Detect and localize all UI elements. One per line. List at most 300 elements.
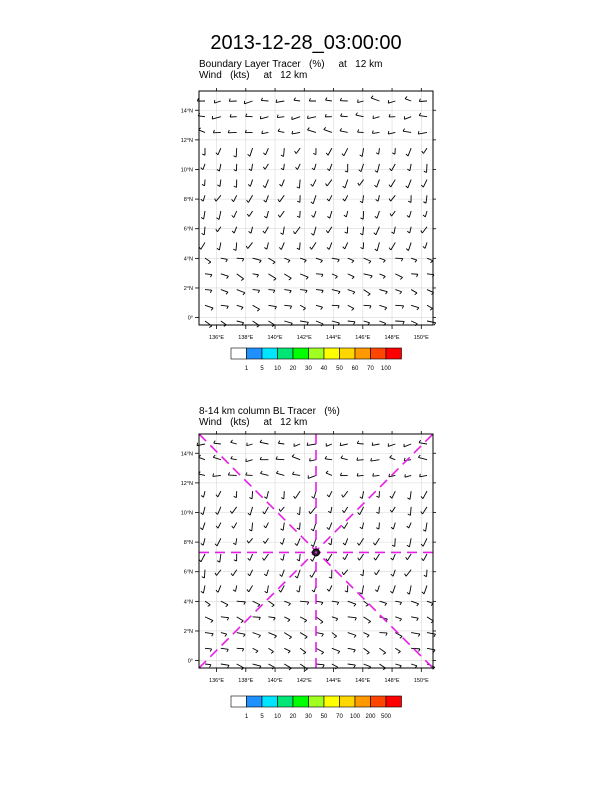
colorbar-box (371, 348, 387, 359)
wind-barb-flag (345, 232, 348, 233)
wind-barb (204, 227, 205, 235)
wind-barb (221, 633, 227, 635)
wind-barb (253, 305, 260, 309)
wind-barb (237, 274, 244, 279)
wind-barb-flag (263, 153, 265, 155)
colorbar-label: 20 (289, 714, 297, 720)
wind-barb-flag (307, 602, 308, 605)
wind-barb (197, 444, 205, 446)
wind-barb-flag (292, 131, 293, 134)
wind-barb (296, 148, 300, 153)
wind-barb-flag (407, 498, 410, 500)
wind-barb-flag (311, 184, 313, 186)
wind-barb-flag (297, 187, 300, 188)
wind-barb-flag (201, 199, 203, 201)
wind-barb (348, 274, 354, 277)
wind-barb (214, 101, 220, 103)
wind-barb (424, 585, 427, 593)
wind-barb-flag (368, 621, 370, 623)
wind-barb (329, 585, 332, 591)
wind-barb-flag (231, 456, 233, 459)
wind-barb-flag (263, 167, 265, 169)
wind-barb-flag (322, 274, 323, 277)
wind-barb (236, 148, 237, 157)
wind-barb-flag (288, 620, 290, 622)
wind-barb-flag (292, 472, 294, 475)
wind-barb-flag (389, 248, 391, 250)
wind-barb-flag (340, 128, 342, 130)
wind-barb-flag (247, 200, 249, 202)
colorbar-label: 100 (349, 714, 361, 720)
x-tick-label: 146°E (355, 335, 371, 341)
wind-barb-flag (247, 540, 248, 543)
wind-barb (277, 117, 284, 118)
x-tick-label: 148°E (384, 335, 400, 341)
wind-barb (268, 617, 275, 618)
wind-barb (203, 195, 205, 201)
y-tick-label: 6°N (183, 226, 193, 233)
wind-barb-flag (360, 201, 363, 203)
wind-barb-flag (230, 511, 232, 514)
wind-barb (356, 115, 364, 117)
wind-barb (233, 570, 237, 576)
wind-barb (292, 457, 300, 460)
wind-barb-flag (431, 261, 433, 263)
wind-barb-flag (264, 497, 266, 499)
wind-barb-flag (231, 573, 233, 575)
wind-barb-flag (304, 620, 306, 622)
wind-barb (403, 131, 411, 132)
wind-barb (237, 258, 244, 259)
wind-barb-flag (281, 498, 284, 499)
wind-barb-flag (419, 440, 421, 443)
wind-barb (373, 117, 379, 119)
wind-barb-flag (367, 653, 370, 655)
wind-barb-flag (373, 543, 375, 545)
wind-barb-flag (202, 577, 205, 578)
wind-barb-flag (392, 153, 395, 154)
wind-barb (316, 664, 324, 665)
wind-barb-flag (306, 290, 307, 293)
wind-barb (314, 164, 316, 170)
wind-barb (395, 538, 396, 546)
wind-barb (218, 585, 221, 592)
wind-barb (314, 227, 316, 236)
wind-barb (343, 491, 348, 497)
wind-barb-flag (390, 214, 392, 217)
y-tick-label: 10°N (180, 510, 193, 517)
wind-barb-flag (386, 292, 388, 294)
wind-barb (425, 211, 427, 217)
wind-barb (203, 507, 205, 515)
wind-barb-flag (418, 634, 420, 637)
wind-barb-flag (264, 247, 266, 249)
wind-barb (372, 132, 379, 133)
wind-barb (423, 180, 427, 188)
wind-barb (205, 648, 212, 649)
wind-barb (218, 148, 221, 155)
wind-barb (218, 507, 221, 515)
wind-barb (231, 442, 237, 444)
wind-barb-flag (403, 129, 405, 132)
wind-barb (292, 132, 300, 134)
wind-barb (234, 211, 237, 218)
wind-barb (284, 617, 290, 620)
wind-barb (237, 633, 245, 635)
wind-barb-flag (227, 649, 229, 652)
y-tick-label: 6°N (183, 569, 193, 576)
colorbar-label: 5 (260, 366, 264, 372)
wind-barb (377, 585, 379, 591)
wind-barb-flag (360, 527, 362, 529)
wind-barb (201, 554, 205, 562)
wind-barb (425, 242, 427, 248)
wind-barb (267, 242, 269, 249)
wind-barb-flag (257, 309, 259, 311)
wind-barb-flag (407, 545, 409, 547)
wind-barb (408, 148, 411, 156)
wind-barb-flag (281, 529, 284, 531)
wind-barb-flag (213, 455, 215, 457)
wind-barb-flag (407, 216, 409, 218)
wind-barb-flag (326, 183, 328, 186)
wind-barb-flag (352, 277, 354, 279)
wind-barb-flag (358, 183, 360, 186)
wind-barb-flag (328, 543, 331, 544)
wind-barb (332, 290, 340, 292)
wind-barb (393, 554, 396, 560)
wind-barb-flag (295, 543, 297, 545)
wind-barb (252, 523, 253, 531)
wind-barb (422, 507, 427, 514)
y-tick-label: 2°N (183, 628, 193, 635)
wind-barb-flag (406, 249, 408, 251)
wind-barb-flag (360, 233, 363, 234)
wind-barb-flag (227, 618, 228, 621)
colorbar-box (278, 696, 294, 707)
wind-barb (406, 570, 411, 577)
wind-barb-flag (419, 649, 420, 652)
wind-barb-flag (418, 131, 419, 134)
wind-barb (300, 648, 306, 652)
wind-barb (252, 491, 253, 499)
wind-barb-flag (310, 247, 312, 249)
wind-barb (300, 305, 305, 308)
wind-barb (264, 507, 268, 514)
wind-barb-flag (211, 621, 213, 623)
wind-barb-flag (226, 292, 228, 294)
y-tick-label: 8°N (183, 540, 193, 547)
wind-barb-flag (243, 634, 245, 636)
wind-barb-flag (217, 561, 220, 563)
wind-barb-flag (281, 559, 283, 561)
wind-barb (264, 554, 268, 560)
wind-barb (251, 227, 253, 234)
x-tick-label: 136°E (209, 678, 225, 684)
wind-barb-flag (308, 116, 309, 119)
wind-barb (316, 648, 324, 652)
wind-barb-flag (290, 291, 292, 294)
wind-barb (341, 116, 348, 117)
wind-barb (284, 305, 291, 306)
wind-barb (364, 633, 370, 636)
wind-barb (221, 617, 229, 618)
colorbar-box (309, 696, 325, 707)
wind-barb (280, 195, 285, 202)
wind-barb-flag (233, 156, 236, 157)
wind-barb-flag (360, 155, 363, 157)
wind-barb (276, 459, 284, 460)
wind-barb-flag (326, 153, 328, 155)
wind-barb-flag (311, 529, 313, 531)
colorbar-label: 70 (367, 366, 374, 372)
wind-barb (213, 457, 221, 459)
wind-barb-flag (201, 591, 203, 593)
wind-barb-flag (264, 574, 266, 576)
wind-barb (411, 321, 417, 324)
wind-barb (283, 227, 284, 235)
wind-barb-flag (374, 185, 376, 187)
wind-barb-flag (260, 471, 262, 473)
wind-barb (218, 491, 221, 497)
wind-barb-flag (214, 441, 215, 444)
wind-barb (221, 290, 228, 293)
wind-barb-flag (247, 589, 249, 591)
wind-barb-flag (354, 665, 356, 668)
wind-barb (205, 258, 211, 262)
wind-barb-flag (341, 456, 343, 458)
wind-barb (267, 211, 269, 218)
wind-barb (329, 523, 332, 530)
wind-barb (377, 211, 379, 218)
wind-barb-flag (216, 495, 218, 497)
colorbar-box (293, 348, 309, 359)
wind-barb-flag (232, 526, 234, 528)
wind-barb-flag (325, 98, 327, 101)
wind-barb (278, 131, 284, 132)
wind-barb (345, 180, 348, 188)
wind-barb-flag (216, 153, 218, 155)
wind-barb-flag (225, 634, 227, 636)
wind-barb-flag (274, 636, 276, 638)
wind-barb (328, 554, 332, 561)
colorbar-label: 70 (336, 714, 343, 720)
wind-barb (344, 570, 348, 575)
wind-barb-flag (233, 590, 235, 592)
wind-barb-flag (310, 559, 312, 561)
wind-barb-flag (335, 276, 337, 278)
wind-barb (300, 523, 301, 530)
wind-barb (357, 460, 364, 461)
wind-barb (395, 633, 402, 637)
wind-barb (375, 538, 379, 545)
wind-barb-flag (369, 261, 371, 263)
wind-barb-flag (376, 199, 378, 201)
wind-barb (203, 538, 205, 545)
colorbar-box (231, 348, 247, 359)
wind-barb (249, 211, 253, 216)
wind-barb-flag (290, 306, 291, 309)
wind-barb (404, 444, 411, 447)
y-tick-label: 12°N (180, 480, 193, 487)
wind-barb (203, 164, 205, 170)
wind-barb-flag (279, 509, 280, 512)
wind-barb (427, 648, 435, 650)
y-tick-label: 10°N (180, 167, 193, 174)
wind-barb (426, 195, 427, 203)
wind-barb-flag (217, 185, 220, 187)
wind-barb-flag (227, 665, 229, 668)
wind-barb-flag (402, 306, 403, 309)
wind-barb (409, 523, 411, 529)
x-tick-label: 150°E (413, 335, 429, 341)
wind-barb (420, 475, 427, 476)
wind-barb-flag (342, 572, 343, 575)
x-tick-label: 138°E (238, 678, 254, 684)
wind-barb-flag (248, 184, 250, 186)
wind-barb (407, 554, 411, 560)
wind-barb (250, 148, 253, 156)
wind-barb-flag (242, 259, 243, 262)
wind-barb-flag (208, 262, 210, 264)
wind-barb (297, 570, 300, 578)
wind-barb-flag (227, 306, 228, 309)
wind-barb (295, 227, 300, 234)
wind-barb (300, 290, 307, 291)
wind-barb-flag (375, 216, 377, 218)
wind-barb (265, 164, 268, 169)
wind-barb (395, 290, 401, 292)
wind-barb (217, 227, 220, 232)
wind-barb (221, 648, 228, 649)
wind-barb (419, 443, 427, 444)
wind-barb (391, 180, 396, 187)
wind-barb (316, 321, 323, 324)
wind-barb (219, 211, 221, 220)
wind-barb-flag (321, 307, 323, 309)
wind-barb-flag (249, 530, 252, 531)
wind-barb (204, 491, 205, 497)
wind-barb-flag (405, 96, 407, 98)
wind-barb-flag (422, 558, 424, 560)
wind-barb (265, 227, 269, 234)
wind-barb (219, 164, 220, 171)
wind-barb-flag (430, 308, 432, 310)
wind-barb-flag (297, 513, 300, 514)
wind-barb-flag (366, 605, 369, 607)
x-tick-label: 148°E (384, 678, 400, 684)
wind-barb-flag (289, 637, 291, 639)
wind-barb-flag (210, 290, 211, 293)
wind-barb-flag (201, 513, 203, 515)
colorbar-label: 40 (320, 366, 328, 372)
wind-barb-flag (295, 151, 297, 154)
wind-barb-flag (390, 455, 392, 457)
colorbar-box (278, 348, 294, 359)
y-tick-label: 0° (187, 658, 193, 665)
wind-barb (268, 258, 275, 262)
wind-barb-flag (262, 131, 263, 134)
wind-barb (205, 664, 211, 665)
wind-barb-flag (370, 276, 372, 278)
wind-barb (307, 130, 316, 133)
y-tick-label: 14°N (180, 108, 193, 115)
wind-barb (316, 633, 323, 634)
wind-barb (313, 195, 316, 203)
wind-barb-flag (422, 151, 424, 154)
wind-barb (266, 523, 269, 528)
wind-barb (348, 305, 354, 308)
wind-barb-flag (326, 471, 328, 473)
colorbar-label: 1 (244, 366, 249, 372)
wind-barb-flag (297, 559, 300, 560)
wind-barb-flag (407, 593, 409, 595)
x-tick-label: 140°E (267, 678, 283, 684)
wind-barb (362, 523, 363, 529)
wind-barb-flag (256, 651, 258, 653)
y-tick-label: 14°N (180, 451, 193, 458)
wind-barb-flag (217, 218, 219, 220)
wind-barb (300, 633, 307, 637)
wind-barb-flag (276, 471, 278, 473)
wind-barb (410, 227, 411, 233)
wind-barb-flag (293, 231, 295, 234)
wind-barb-flag (217, 248, 219, 250)
wind-barb (292, 474, 300, 475)
colorbar-box (386, 348, 402, 359)
wind-barb-flag (294, 496, 296, 499)
wind-barb (395, 664, 401, 666)
wind-barb (283, 554, 284, 560)
wind-barb (372, 444, 379, 445)
wind-barb (253, 664, 261, 666)
wind-barb-flag (234, 170, 237, 171)
x-tick-label: 144°E (326, 335, 342, 341)
wind-barb-flag (202, 233, 205, 234)
wind-barb (276, 101, 284, 102)
wind-barb-flag (309, 511, 310, 514)
wind-barb-flag (271, 652, 273, 654)
wind-barb-flag (343, 557, 345, 559)
wind-barb-flag (208, 605, 211, 607)
wind-barb-flag (376, 496, 379, 497)
wind-barb (284, 290, 291, 291)
wind-barb-flag (244, 602, 245, 605)
wind-barb (427, 321, 436, 323)
wind-barb-flag (289, 278, 291, 280)
wind-barb (348, 633, 356, 636)
wind-barb-flag (288, 651, 290, 653)
wind-barb-flag (232, 199, 234, 201)
wind-barb-flag (357, 543, 359, 545)
wind-barb (220, 554, 221, 562)
wind-barb (373, 475, 380, 476)
wind-barb (250, 180, 252, 187)
wind-barb (316, 305, 323, 307)
wind-barb-flag (307, 128, 309, 130)
wind-barb (395, 274, 402, 278)
wind-barb (237, 617, 244, 621)
wind-barb-flag (417, 308, 419, 310)
wind-barb (314, 211, 316, 217)
wind-barb-flag (280, 233, 283, 235)
x-tick-label: 144°E (326, 678, 342, 684)
wind-barb-flag (375, 171, 377, 173)
wind-barb-flag (343, 186, 345, 188)
wind-barb (357, 443, 363, 444)
wind-barb-flag (423, 202, 426, 204)
wind-barb-flag (202, 184, 205, 185)
